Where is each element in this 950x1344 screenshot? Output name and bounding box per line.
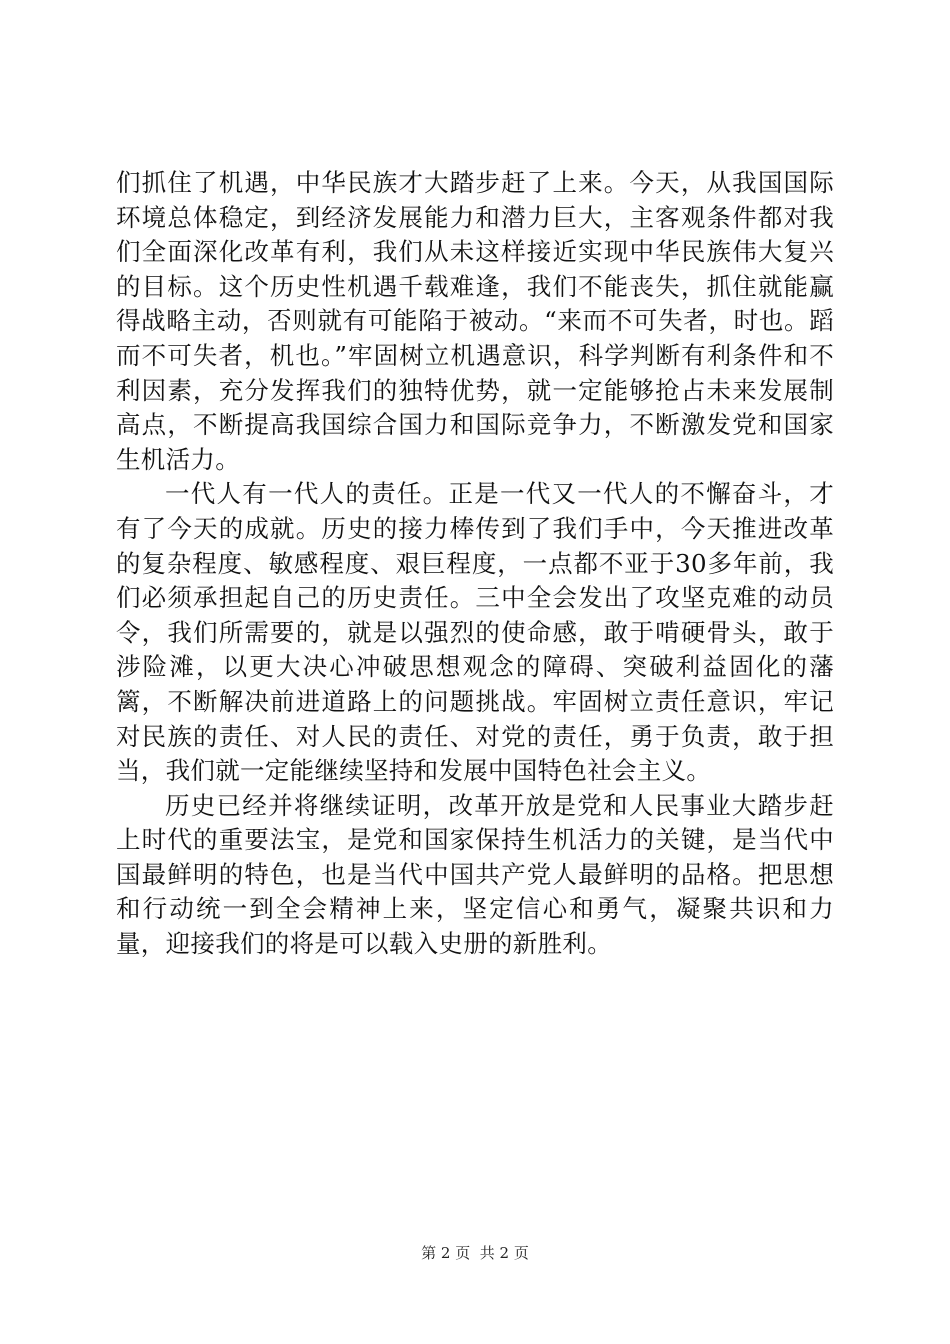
document-body [116, 166, 834, 962]
paragraph-3: 历史已经并将继续证明，改革开放是党和人民事业大踏步赶上时代的重要法宝，是党和国家保持生机活力的关键，是当代中国最鲜明的特色，也是当代中国共产党人最鲜明的品格。把思想和行动统一到全会精神上来，坚定信心和勇气，凝聚共识和力量，迎接我们的将是可以载入史册的新胜利。 [116, 790, 834, 959]
paragraph-1: 们抓住了机遇，中华民族才大踏步赶了上来。今天，从我国国际环境总体稳定，到经济发展能力和潜力巨大，主客观条件都对我们全面深化改革有利，我们从未这样接近实现中华民族伟大复兴的目标。这个历史性机遇千载难逢，我们不能丧失，抓住就能赢得战略主动，否则就有可能陷于被动。“来而不可失者，时也。蹈而不可失者，机也。”牢固树立机遇意识，科学判断有利条件和不利因素，充分发挥我们的独特优势，就一定能够抢占未来发展制高点，不断提高我国综合国力和国际竞争力，不断激发党和国家生机活力。 [116, 168, 834, 474]
page-footer: 第 2 页 共 2 页 [421, 1244, 529, 1262]
paragraph-2: 一代人有一代人的责任。正是一代又一代人的不懈奋斗，才有了今天的成就。历史的接力棒传到了我们手中，今天推进改革的复杂程度、敏感程度、艰巨程度，一点都不亚于30多年前，我们必须承担起自己的历史责任。三中全会发出了攻坚克难的动员令，我们所需要的，就是以强烈的使命感，敢于啃硬骨头，敢于涉险滩，以更大决心冲破思想观念的障碍、突破利益固化的藩篱，不断解决前进道路上的问题挑战。牢固树立责任意识，牢记对民族的责任、对人民的责任、对党的责任，勇于负责，敢于担当，我们就一定能继续坚持和发展中国特色社会主义。 [116, 479, 834, 786]
